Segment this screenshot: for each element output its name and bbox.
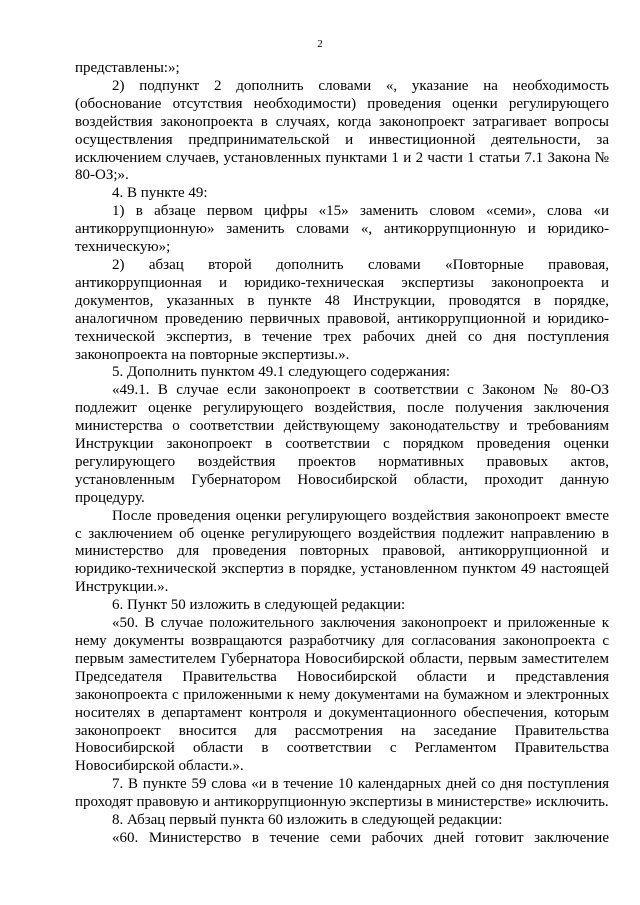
paragraph: 1) в абзаце первом цифры «15» заменить словом «семи», слова «и антикоррупционную» заменить словами «, антикоррупционную и юридико-техническую»; <box>75 203 609 256</box>
document-body <box>75 60 609 848</box>
paragraph: После проведения оценки регулирующего воздействия законопроект вместе с заключением об оценке регулирующего воздействия подлежит направлению в министерство для проведения повторных правовой, антикоррупционной и юридико-технической экспертиз в порядке, установленном пунктом 49 настоящей Инструкции.». <box>75 507 609 596</box>
paragraph: 7. В пункте 59 слова «и в течение 10 календарных дней со дня поступления проходят правовую и антикоррупционную экспертизы в министерстве» исключить. <box>75 776 609 811</box>
paragraph: 5. Дополнить пунктом 49.1 следующего содержания: <box>112 364 451 381</box>
paragraph: 2) подпункт 2 дополнить словами «, указание на необходимость (обоснование отсутствия необходимости) проведения оценки регулирующего воздействия законопроекта в случаях, когда законопроект затрагивает вопросы осуществления предпринимательской и инвестиционной деятельности, за исключением случаев, установленных пунктами 1 и 2 части 1 статьи 7.1 Закона № 80-ОЗ;». <box>75 77 609 184</box>
paragraph: 4. В пункте 49: <box>112 185 208 202</box>
paragraph: представлены:»; <box>75 60 180 76</box>
paragraph: «50. В случае положительного заключения законопроект и приложенные к нему документы возвращаются разработчику для согласования законопроекта с первым заместителем Губернатора Новосибирской области, первым заместителем Председателя Правительства Новосибирской области и представления законопроекта с приложенными к нему документами на бумажном и электронных носителях в департамент контроля и документационного обеспечения, которым законопроект вносится для рассмотрения на заседание Правительства Новосибирской области в соответствии с Регламентом Правительства Новосибирской области.». <box>75 615 609 775</box>
paragraph: 8. Абзац первый пункта 60 изложить в следующей редакции: <box>112 812 503 829</box>
page-number: 2 <box>317 38 323 50</box>
paragraph: 2) абзац второй дополнить словами «Повторные правовая, антикоррупционная и юридико-техническая экспертизы законопроекта и документов, указанных в пункте 48 Инструкции, проводятся в порядке, аналогичном проведению первичных правовой, антикоррупционной и юридико-технической экспертиз, в течение трех рабочих дней со дня поступления законопроекта на повторные экспертизы.». <box>75 256 609 363</box>
paragraph: 6. Пункт 50 изложить в следующей редакции: <box>112 597 406 614</box>
paragraph: «49.1. В случае если законопроект в соответствии с Законом № 80-ОЗ подлежит оценке регулирующего воздействия, после получения заключения министерства о соответствии действующему законодательству и требованиям Инструкции законопроект в соответствии с порядком проведения оценки регулирующего воздействия проектов нормативных правовых актов, установленным Губернатором Новосибирской области, проходит данную процедуру. <box>75 382 609 506</box>
paragraph: «60. Министерство в течение семи рабочих дней готовит заключение <box>112 829 609 846</box>
